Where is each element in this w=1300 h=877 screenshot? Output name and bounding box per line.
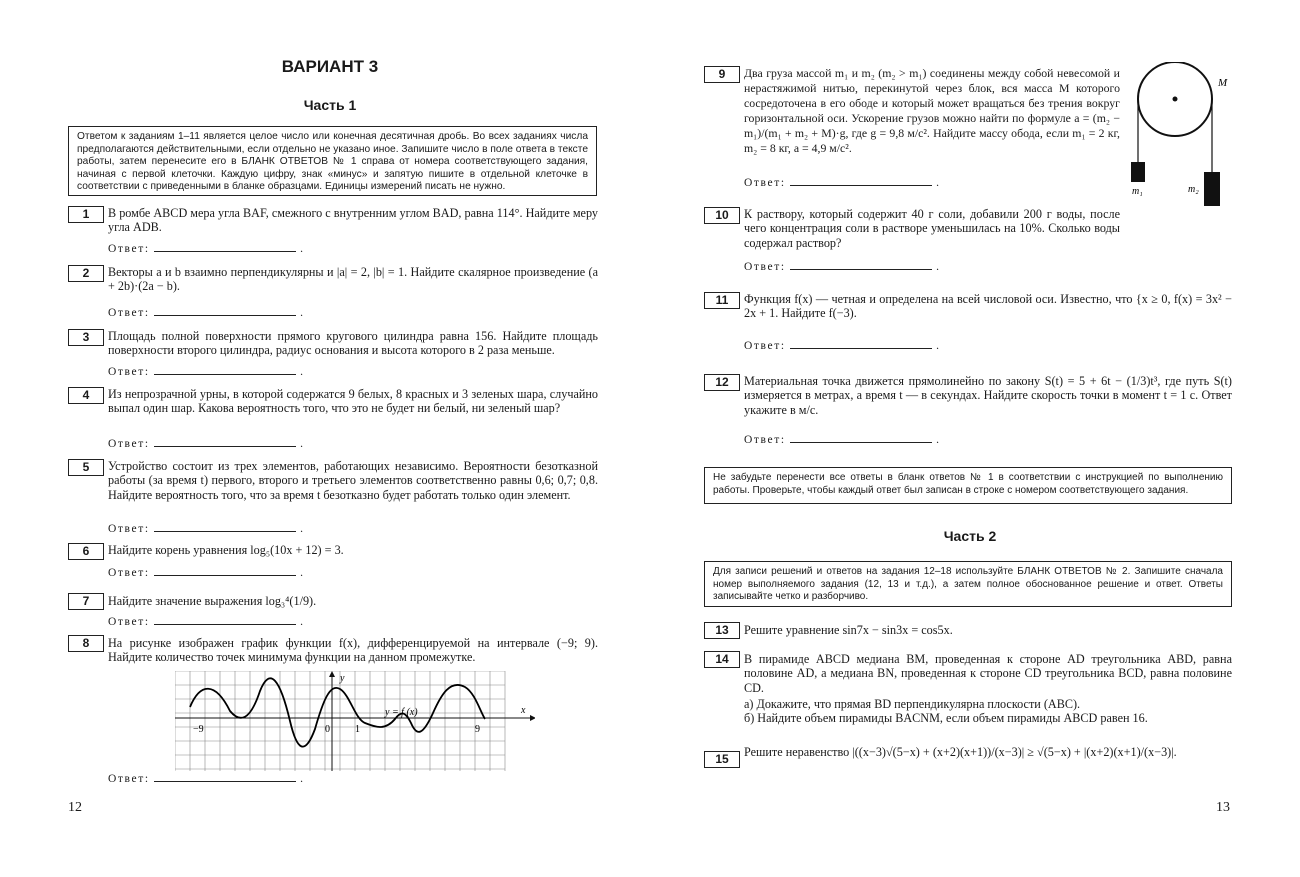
task-2-text (108, 265, 598, 294)
tick-label-0: 0 (325, 724, 330, 735)
answer-field-10[interactable]: Ответ: . (744, 261, 941, 273)
answer-label: Ответ: (108, 616, 150, 628)
function-curve (190, 678, 485, 746)
task-9-text (744, 66, 1120, 156)
task-5-content: Устройство состоит из трех элементов, работающих независимо. Вероятности безотказной работы (за время t) первого, второго и третьего элементов соответственно равны 0,6; 0,7; 0,8. Найдите вероятность того, что за время t безотказно будет работать только один элемент. (108, 459, 598, 502)
task-number-10: 10 (704, 207, 740, 224)
answer-label: Ответ: (744, 340, 786, 352)
transfer-reminder: Не забудьте перенести все ответы в бланк ответов № 1 в соответствии с инструкцией по выполнению работы. Проверьте, чтобы каждый ответ был записан в строке с номером соответствующего задания. (704, 467, 1232, 504)
answer-label: Ответ: (108, 438, 150, 450)
task-8-text (108, 636, 598, 665)
task-number-2: 2 (68, 265, 104, 282)
answer-field-1[interactable]: Ответ: . (108, 243, 305, 255)
task-number-13: 13 (704, 622, 740, 639)
task-15-text (744, 745, 1232, 759)
task-number-5: 5 (68, 459, 104, 476)
task-14-content: В пирамиде ABCD медиана BM, проведенная к стороне AD треугольника ABD, равна половине AD, а медиана BN, проведенная к стороне CD треугольника BCD, равна половине CD. (744, 652, 1232, 695)
part1-title: Часть 1 (303, 97, 357, 113)
x-axis-arrow (530, 715, 535, 721)
task-8-content: На рисунке изображен график функции f(x), дифференцируемой на интервале (−9; 9). Найдите количество точек минимума функции на данном промежутке. (108, 636, 598, 665)
task-12-text (744, 374, 1232, 417)
task-6-text (108, 543, 598, 557)
part1-instructions: Ответом к заданиям 1–11 является целое число или конечная десятичная дробь. Во всех заданиях числа предполагаются действительными, если отдельно не указано иное. Запишите число в поле ответа в тексте работы, затем перенесите его в БЛАНК ОТВЕТОВ № 1 справа от номера соответствующего задания, начиная с первой клеточки. Каждую цифру, знак «минус» и запятую пишите в отдельной клеточке в соответствии с приведенными в бланке образцами. Единицы измерений писать не нужно. (68, 126, 597, 196)
task-15-content: Решите неравенство |((x−3)√(5−x) + (x+2)(x+1))/(x−3)| ≥ √(5−x) + |(x+2)(x+1)/(x−3)|. (744, 745, 1177, 759)
task-2-content: Векторы a и b взаимно перпендикулярны и |a| = 2, |b| = 1. Найдите скалярное произведение (a + 2b)·(2a − b). (108, 265, 598, 294)
pulley-figure (1128, 62, 1248, 212)
answer-label: Ответ: (744, 434, 786, 446)
page-number-left: 12 (68, 800, 82, 815)
mass-m2 (1204, 172, 1220, 206)
answer-field-11[interactable]: Ответ: . (744, 340, 941, 352)
task-13-content: Решите уравнение sin7x − sin3x = cos5x. (744, 623, 953, 637)
task-number-15: 15 (704, 751, 740, 768)
task-number-14: 14 (704, 651, 740, 668)
pulley-axle (1173, 97, 1178, 102)
part2-title: Часть 2 (943, 528, 997, 544)
answer-field-5[interactable]: Ответ: . (108, 523, 305, 535)
tick-label-minus9: −9 (193, 724, 204, 735)
tick-label-9: 9 (475, 724, 480, 735)
task-11-text (744, 292, 1232, 321)
task-14-part-a: а) Докажите, что прямая BD перпендикулярна плоскости (ABC). (744, 697, 1081, 711)
answer-label: Ответ: (744, 261, 786, 273)
task-3-text (108, 329, 598, 358)
tick-label-1: 1 (355, 724, 360, 735)
task-4-text (108, 387, 598, 416)
answer-label: Ответ: (108, 523, 150, 535)
task-number-4: 4 (68, 387, 104, 404)
task-number-9: 9 (704, 66, 740, 83)
answer-field-3[interactable]: Ответ: . (108, 366, 305, 378)
answer-label: Ответ: (108, 567, 150, 579)
task-number-1: 1 (68, 206, 104, 223)
task-4-content: Из непрозрачной урны, в которой содержатся 9 белых, 8 красных и 3 зеленых шара, случайно выпал один шар. Какова вероятность того, что это не будет ни белый, ни зеленый шар? (108, 387, 598, 416)
y-axis-arrow (329, 671, 335, 677)
right-page (650, 0, 1300, 877)
graph-grid (175, 671, 505, 771)
task-number-11: 11 (704, 292, 740, 309)
task-number-7: 7 (68, 593, 104, 610)
task-9-content: Два груза массой m₁ и m₂ (m₂ > m₁) соединены между собой невесомой и нерастяжимой нитью, перекинутой через блок, вся масса M которого сосредоточена в его ободе и который может вращаться без трения вокруг горизонтальной оси. Ускорение грузов можно найти по формуле a = (m₂ − m₁)/(m₁ + m₂ + M)·g, где g = 9,8 м/с². Найдите массу обода, если m₁ = 2 кг, m₂ = 8 кг, a = 4,9 м/с². (744, 66, 1120, 155)
label-m2: m₂ (1188, 184, 1199, 195)
function-graph (175, 671, 535, 771)
label-m1: m₁ (1132, 186, 1143, 197)
task-5-text (108, 459, 598, 502)
task-1-content: В ромбе ABCD мера угла BAF, смежного с внутренним углом BAD, равна 114°. Найдите меру угла ADB. (108, 206, 598, 235)
mass-m1 (1131, 162, 1145, 182)
answer-label: Ответ: (108, 307, 150, 319)
task-3-content: Площадь полной поверхности прямого кругового цилиндра равна 156. Найдите площадь поверхности второго цилиндра, радиус основания и высота которого в 2 раза меньше. (108, 329, 598, 358)
function-label: y = f (x) (385, 707, 418, 718)
answer-field-12[interactable]: Ответ: . (744, 434, 941, 446)
x-axis-label: x (521, 705, 526, 716)
answer-label: Ответ: (108, 243, 150, 255)
answer-label: Ответ: (108, 773, 150, 785)
task-number-3: 3 (68, 329, 104, 346)
answer-field-4[interactable]: Ответ: . (108, 438, 305, 450)
answer-field-7[interactable]: Ответ: . (108, 616, 305, 628)
task-14-text (744, 652, 1232, 695)
task-number-6: 6 (68, 543, 104, 560)
task-number-8: 8 (68, 635, 104, 652)
answer-field-6[interactable]: Ответ: . (108, 567, 305, 579)
label-M: M (1218, 77, 1228, 89)
task-7-text (108, 594, 598, 608)
task-14-part-b: б) Найдите объем пирамиды BACNM, если объем пирамиды ABCD равен 16. (744, 711, 1148, 725)
part2-instructions: Для записи решений и ответов на задания 12–18 используйте БЛАНК ОТВЕТОВ № 2. Запишите сначала номер выполняемого задания (12, 13 и т.д.), а затем полное обоснованное решение и ответ. Ответы записывайте четко и разборчиво. (704, 561, 1232, 607)
answer-field-9[interactable]: Ответ: . (744, 177, 941, 189)
task-number-12: 12 (704, 374, 740, 391)
task-10-content: К раствору, который содержит 40 г соли, добавили 200 г воды, после чего концентрация соли в растворе уменьшилась на 10%. Сколько воды содержал раствор? (744, 207, 1120, 250)
task-7-content: Найдите значение выражения log₃⁴(1/9). (108, 594, 317, 608)
answer-field-2[interactable]: Ответ: . (108, 307, 305, 319)
y-axis-label: y (340, 673, 345, 684)
page-number-right: 13 (1216, 800, 1230, 815)
task-12-content: Материальная точка движется прямолинейно по закону S(t) = 5 + 6t − (1/3)t³, где путь S(t) измеряется в метрах, а время t — в секундах. Найдите скорость точки в момент t = 1 с. Ответ укажите в м/с. (744, 374, 1232, 417)
answer-field-8[interactable]: Ответ: . (108, 773, 305, 785)
task-1-text (108, 206, 598, 235)
answer-label: Ответ: (108, 366, 150, 378)
task-10-text (744, 207, 1120, 250)
task-11-content: Функция f(x) — четная и определена на всей числовой оси. Известно, что {x ≥ 0, f(x) = 3x² − 2x + 1. Найдите f(−3). (744, 292, 1232, 321)
variant-title: ВАРИАНТ 3 (281, 57, 379, 76)
task-13-text (744, 623, 1232, 637)
answer-label: Ответ: (744, 177, 786, 189)
task-6-content: Найдите корень уравнения log₅(10x + 12) = 3. (108, 543, 344, 557)
